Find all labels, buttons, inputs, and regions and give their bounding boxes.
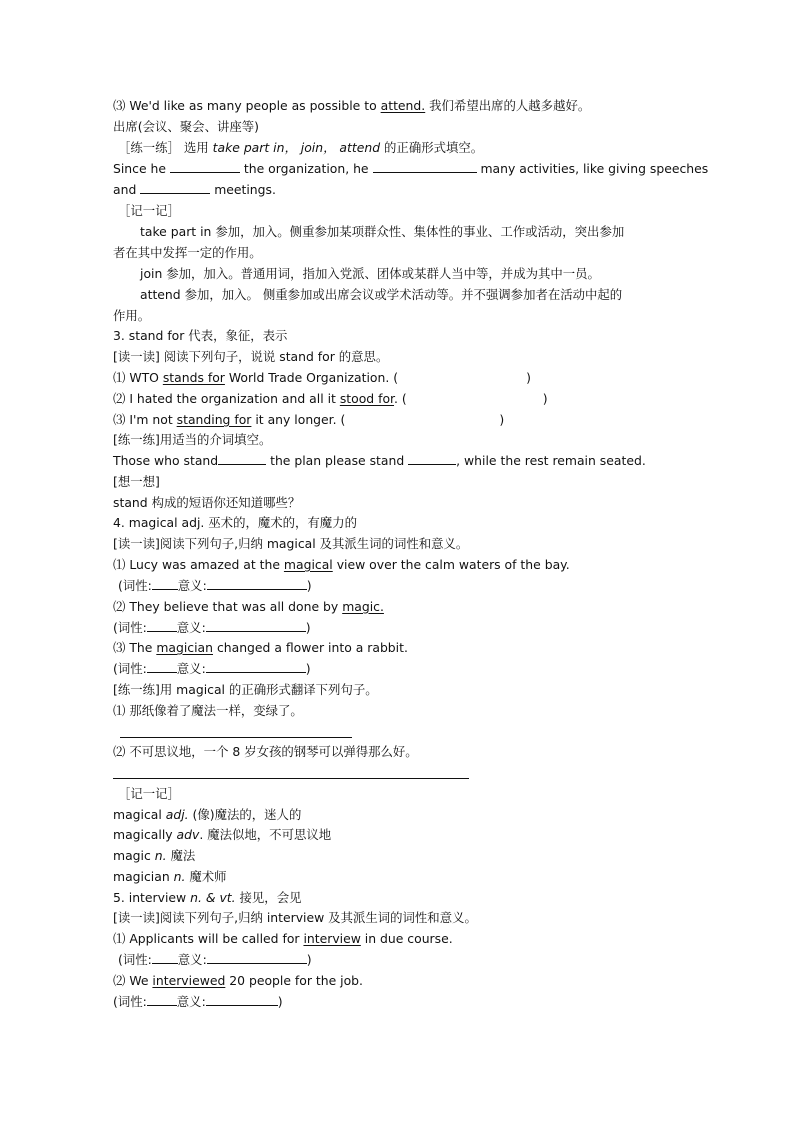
note-take-part-in: take part in 参加，加入。侧重参加某项群众性、集体性的事业、工作或活动，突出参加 xyxy=(140,224,625,239)
section-interview: 5. interview n. & vt. 接见，会见 xyxy=(113,890,302,905)
read-heading-magical: [读一读]阅读下列句子,归纳 magical 及其派生词的词性和意义。 xyxy=(113,536,469,551)
fill-sentence-2: and meetings. xyxy=(113,182,276,197)
section-stand-for: 3. stand for 代表，象征，表示 xyxy=(113,328,288,343)
think-heading: [想一想] xyxy=(113,474,160,489)
blank[interactable] xyxy=(218,453,266,465)
blank[interactable] xyxy=(206,661,306,673)
blank[interactable] xyxy=(152,952,178,964)
stand-sentence-1: ⑴ WTO stands for World Trade Organization. ( ) xyxy=(113,370,531,385)
note-heading-1: ［记一记］ xyxy=(118,203,180,218)
answer-line[interactable] xyxy=(120,737,352,738)
note-attend: attend 参加，加入。 侧重参加或出席会议或学术活动等。并不强调参加者在活动中起的 xyxy=(140,287,623,302)
magical-sentence-2: ⑵ They believe that was all done by magic. xyxy=(113,599,384,614)
stand-fill-sentence: Those who stand the plan please stand , while the rest remain seated. xyxy=(113,453,646,468)
note-heading-2: ［记一记］ xyxy=(118,786,180,801)
note-magician: magician n. 魔术师 xyxy=(113,869,227,884)
interview-sentence-1: ⑴ Applicants will be called for interview in due course. xyxy=(113,931,453,946)
pos-meaning-row: (词性: 意义: ) xyxy=(118,578,312,593)
blank[interactable] xyxy=(170,161,240,173)
note-attend-cont: 作用。 xyxy=(113,308,151,323)
translate-sentence-2: ⑵ 不可思议地，一个 8 岁女孩的钢琴可以弹得那么好。 xyxy=(113,744,418,759)
blank[interactable] xyxy=(408,453,456,465)
practice-heading-2: [练一练]用适当的介词填空。 xyxy=(113,432,272,447)
magical-sentence-3: ⑶ The magician changed a flower into a rabbit. xyxy=(113,640,408,655)
pos-meaning-row: (词性: 意义: ) xyxy=(113,661,311,676)
sentence-attend: ⑶ We'd like as many people as possible to attend. 我们希望出席的人越多越好。 xyxy=(113,98,591,113)
blank[interactable] xyxy=(147,620,177,632)
pos-meaning-row: (词性: 意义: ) xyxy=(118,952,312,967)
practice-heading-3: [练一练]用 magical 的正确形式翻译下列句子。 xyxy=(113,682,378,697)
read-heading-interview: [读一读]阅读下列句子,归纳 interview 及其派生词的词性和意义。 xyxy=(113,910,477,925)
attend-meaning: 出席(会议、聚会、讲座等) xyxy=(113,119,259,134)
translate-sentence-1: ⑴ 那纸像着了魔法一样，变绿了。 xyxy=(113,703,303,718)
blank[interactable] xyxy=(147,994,177,1006)
note-magically: magically adv. 魔法似地，不可思议地 xyxy=(113,827,332,842)
practice-heading-1: ［练一练］ 选用 take part in， join， attend 的正确形式填空。 xyxy=(118,140,484,155)
blank[interactable] xyxy=(206,620,306,632)
stand-sentence-3: ⑶ I'm not standing for it any longer. ( ) xyxy=(113,412,505,427)
answer-line[interactable] xyxy=(113,778,469,779)
blank[interactable] xyxy=(207,952,307,964)
pos-meaning-row: (词性: 意义: ) xyxy=(113,994,283,1009)
blank[interactable] xyxy=(140,182,210,194)
fill-sentence-1: Since he the organization, he many activities, like giving speeches xyxy=(113,161,709,176)
blank[interactable] xyxy=(152,578,178,590)
blank[interactable] xyxy=(147,661,177,673)
note-magic: magic n. 魔法 xyxy=(113,848,196,863)
magical-sentence-1: ⑴ Lucy was amazed at the magical view over the calm waters of the bay. xyxy=(113,557,570,572)
note-join: join 参加，加入。普通用词，指加入党派、团体或某群人当中等，并成为其中一员。 xyxy=(140,266,600,281)
blank[interactable] xyxy=(206,994,278,1006)
pos-meaning-row: (词性: 意义: ) xyxy=(113,620,311,635)
blank[interactable] xyxy=(207,578,307,590)
note-magical: magical adj. (像)魔法的，迷人的 xyxy=(113,807,302,822)
section-magical: 4. magical adj. 巫术的，魔术的，有魔力的 xyxy=(113,515,357,530)
think-question: stand 构成的短语你还知道哪些？ xyxy=(113,495,301,510)
blank[interactable] xyxy=(373,161,477,173)
note-take-part-in-cont: 者在其中发挥一定的作用。 xyxy=(113,245,262,260)
read-heading-stand: [读一读] 阅读下列句子，说说 stand for 的意思。 xyxy=(113,349,389,364)
stand-sentence-2: ⑵ I hated the organization and all it stood for. ( ) xyxy=(113,391,548,406)
interview-sentence-2: ⑵ We interviewed 20 people for the job. xyxy=(113,973,363,988)
